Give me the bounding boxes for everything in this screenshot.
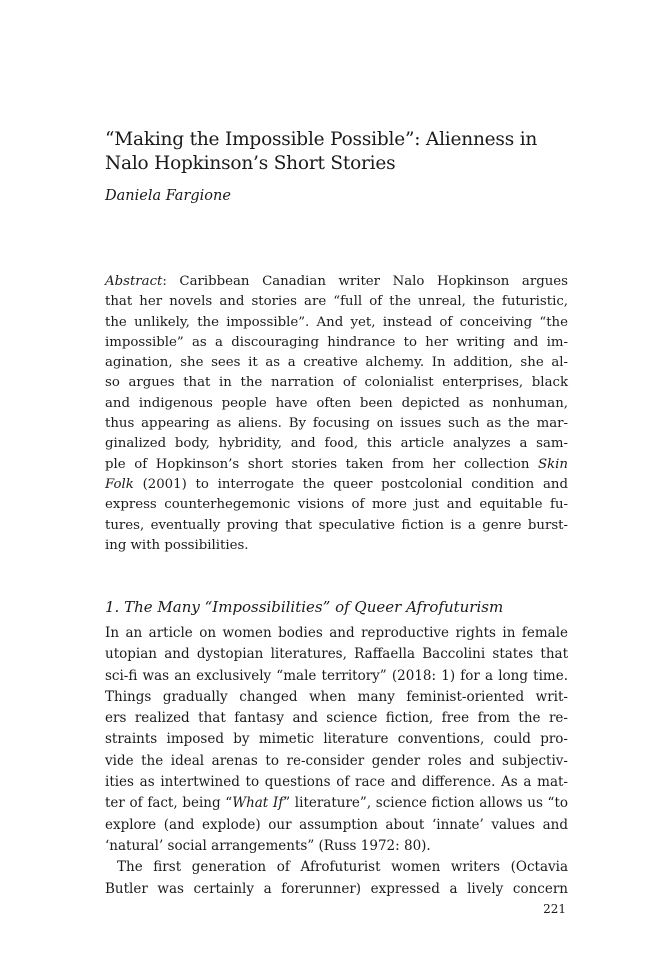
body-line: ities as intertwined to questions of race and difference. As a mat- [105, 774, 568, 791]
abstract-line: ple of Hopkinson’s short stories taken from her collection Skin [105, 456, 568, 472]
body-line: ‘natural’ social arrangements” (Russ 1972: 80). [105, 837, 431, 854]
body-line: Things gradually changed when many feminist-oriented writ- [105, 688, 568, 705]
section-body [105, 623, 568, 900]
body-line: Butler was certainly a forerunner) expressed a lively concern [105, 880, 568, 897]
article-title [105, 128, 575, 176]
body-line: In an article on women bodies and reproductive rights in female [105, 625, 568, 641]
body-line: ers realized that fantasy and science fiction, free from the re- [105, 710, 568, 727]
italic-what-if: What If [232, 795, 284, 812]
abstract-line: ginalized body, hybridity, and food, this article analyzes a sam- [105, 436, 568, 452]
abstract-line: so argues that in the narration of colonialist enterprises, black [105, 375, 568, 391]
abstract-line: and indigenous people have often been depicted as nonhuman, [105, 395, 568, 411]
abstract-line: agination, she sees it as a creative alchemy. In addition, she al- [105, 355, 568, 371]
article-title-line-1: “Making the Impossible Possible”: Alienness in [105, 129, 538, 150]
section-heading: 1. The Many “Impossibilities” of Queer Afrofuturism [105, 598, 504, 616]
abstract-line: express counterhegemonic visions of more just and equitable fu- [105, 497, 568, 513]
body-line: straints imposed by mimetic literature conventions, could pro- [105, 731, 568, 748]
abstract-line: tures, eventually proving that speculative fiction is a genre burst- [105, 517, 568, 533]
article-author: Daniela Fargione [105, 188, 231, 204]
abstract-line: impossible” as a discouraging hindrance to her writing and im- [105, 334, 568, 350]
body-line: ter of fact, being “What If” literature”, science fiction allows us “to [105, 795, 568, 812]
body-line: utopian and dystopian literatures, Raffaella Baccolini states that [105, 646, 568, 663]
abstract-line: Folk (2001) to interrogate the queer postcolonial condition and [105, 476, 568, 492]
body-line: The first generation of Afrofuturist women writers (Octavia [117, 859, 568, 876]
abstract-line: the unlikely, the impossible”. And yet, instead of conceiving “the [105, 314, 568, 330]
article-title-line-2: Nalo Hopkinson’s Short Stories [105, 153, 396, 174]
page-number: 221 [543, 902, 566, 916]
body-line: sci-fi was an exclusively “male territory” (2018: 1) for a long time. [105, 667, 568, 684]
book-title-skin: Skin [538, 456, 568, 472]
abstract [105, 272, 568, 556]
abstract-line: Abstract: Caribbean Canadian writer Nalo Hopkinson argues [105, 274, 568, 289]
body-line: vide the ideal arenas to re-consider gender roles and subjectiv- [105, 752, 568, 769]
book-title-folk: Folk [105, 476, 134, 492]
abstract-label: Abstract [105, 274, 163, 289]
abstract-line: that her novels and stories are “full of the unreal, the futuristic, [105, 294, 568, 310]
abstract-line: ing with possibilities. [105, 537, 249, 553]
body-line: explore (and explode) our assumption about ‘innate’ values and [105, 816, 568, 833]
abstract-line: thus appearing as aliens. By focusing on issues such as the mar- [105, 416, 568, 432]
